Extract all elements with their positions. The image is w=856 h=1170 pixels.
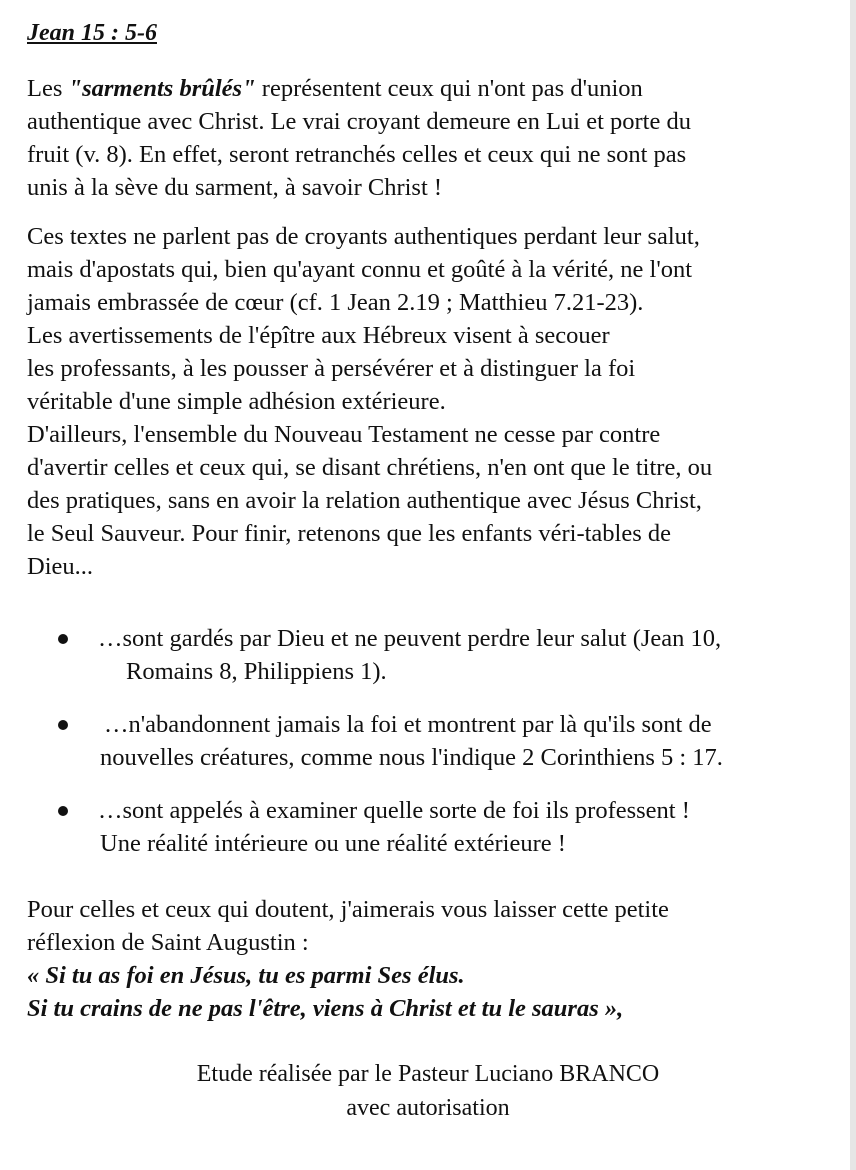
paragraph2-line: le Seul Sauveur. Pour finir, retenons que les enfants véri-tables de	[27, 520, 672, 547]
list-item	[58, 622, 723, 688]
paragraph2-line: Les avertissements de l'épître aux Hébreux visent à secouer	[27, 322, 610, 349]
list-item-line: Romains 8, Philippiens 1).	[126, 658, 387, 685]
paragraph2-line: Dieu...	[27, 553, 93, 580]
closing-line: réflexion de Saint Augustin :	[27, 929, 309, 956]
paragraph2-line: véritable d'une simple adhésion extérieure.	[27, 388, 446, 415]
paragraph1-line: fruit (v. 8). En effet, seront retranchés celles et ceux qui ne sont pas	[27, 141, 687, 168]
signature-line: avec autorisation	[346, 1095, 510, 1121]
augustin-quote-line: « Si tu as foi en Jésus, tu es parmi Ses élus.	[27, 962, 465, 989]
signature-block	[0, 1057, 856, 1125]
bullet-dot-icon	[58, 806, 68, 816]
bullet-dot-icon	[58, 634, 68, 644]
paragraph2-line: jamais embrassée de cœur (cf. 1 Jean 2.19 ; Matthieu 7.21-23).	[27, 289, 644, 316]
paragraph2-line: d'avertir celles et ceux qui, se disant chrétiens, n'en ont que le titre, ou	[27, 454, 713, 481]
closing-line: Pour celles et ceux qui doutent, j'aimerais vous laisser cette petite	[27, 896, 669, 923]
list-item	[58, 708, 723, 774]
text-span: Les	[27, 75, 69, 102]
paragraph2-line: des pratiques, sans en avoir la relation authentique avec Jésus Christ,	[27, 487, 702, 514]
bullet-list	[58, 622, 723, 880]
augustin-quote-line: Si tu crains de ne pas l'être, viens à Christ et tu le sauras »,	[27, 995, 624, 1022]
body-text	[27, 72, 712, 583]
closing-paragraph	[27, 893, 669, 1025]
list-item-line: …sont appelés à examiner quelle sorte de foi ils professent !	[98, 797, 690, 824]
paragraph2-line: D'ailleurs, l'ensemble du Nouveau Testament ne cesse par contre	[27, 421, 661, 448]
page-edge	[850, 0, 856, 1170]
paragraph2-line: mais d'apostats qui, bien qu'ayant connu et goûté à la vérité, ne l'ont	[27, 256, 693, 283]
list-item-line: Une réalité intérieure ou une réalité extérieure !	[100, 830, 566, 857]
list-item-line: nouvelles créatures, comme nous l'indique 2 Corinthiens 5 : 17.	[100, 744, 723, 771]
page-title: Jean 15 : 5-6	[27, 20, 157, 46]
list-item-line: …n'abandonnent jamais la foi et montrent par là qu'ils sont de	[104, 711, 712, 738]
paragraph2-line: Ces textes ne parlent pas de croyants authentiques perdant leur salut,	[27, 223, 700, 250]
list-item	[58, 794, 723, 860]
list-item-line: …sont gardés par Dieu et ne peuvent perdre leur salut (Jean 10,	[98, 625, 722, 652]
paragraph1-line: authentique avec Christ. Le vrai croyant demeure en Lui et porte du	[27, 108, 691, 135]
text-span: représentent ceux qui n'ont pas d'union	[255, 75, 643, 102]
paragraph2-line: les professants, à les pousser à persévérer et à distinguer la foi	[27, 355, 636, 382]
emphasis-text: "sarments brûlés"	[68, 75, 256, 102]
paragraph1-line: unis à la sève du sarment, à savoir Christ !	[27, 174, 443, 201]
bullet-dot-icon	[58, 720, 68, 730]
signature-line: Etude réalisée par le Pasteur Luciano BRANCO	[196, 1061, 660, 1087]
paragraph1-line	[27, 72, 712, 105]
